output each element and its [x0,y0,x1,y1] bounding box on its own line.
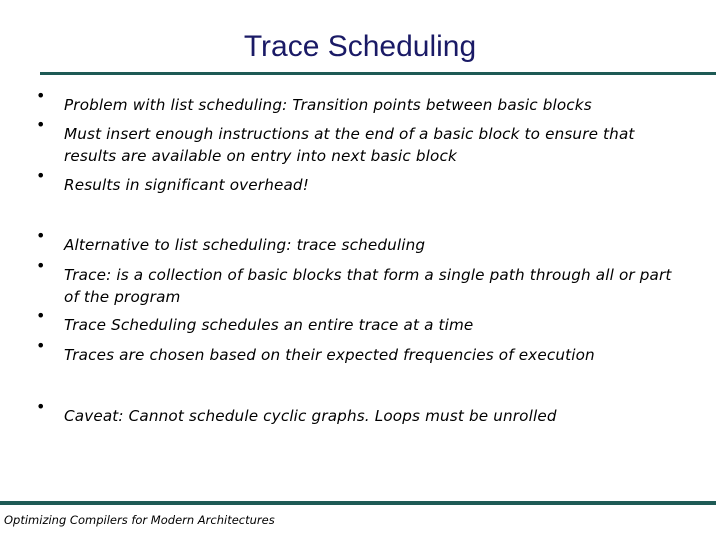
footer-text: Optimizing Compilers for Modern Architectures [4,513,275,527]
bullet-text: Caveat: Cannot schedule cyclic graphs. Loops must be unrolled [64,407,557,425]
bullet-text: Trace: is a collection of basic blocks that form a single path through all or part of the program [64,266,672,306]
bullet-dot: • [36,115,46,134]
bullet-text: Traces are chosen based on their expected frequencies of execution [64,346,595,364]
bullet-dot: • [36,86,46,105]
bullet-text: Results in significant overhead! [64,176,309,194]
bullet-text: Alternative to list scheduling: trace scheduling [64,236,426,254]
bullet-dot: • [36,336,46,355]
bullet-text: Must insert enough instructions at the end of a basic block to ensure that results are available on entry into next basic block [64,125,635,165]
bullet-dot: • [36,166,46,185]
slide-title: Trace Scheduling [243,30,477,63]
bullet-dot: • [36,226,46,245]
bullet-dot: • [36,306,46,325]
bullet-text: Problem with list scheduling: Transition points between basic blocks [64,96,592,114]
footer-divider [0,501,716,505]
bullet-dot: • [36,397,46,416]
bullet-text: Trace Scheduling schedules an entire trace at a time [64,316,474,334]
bullet-dot: • [36,256,46,275]
